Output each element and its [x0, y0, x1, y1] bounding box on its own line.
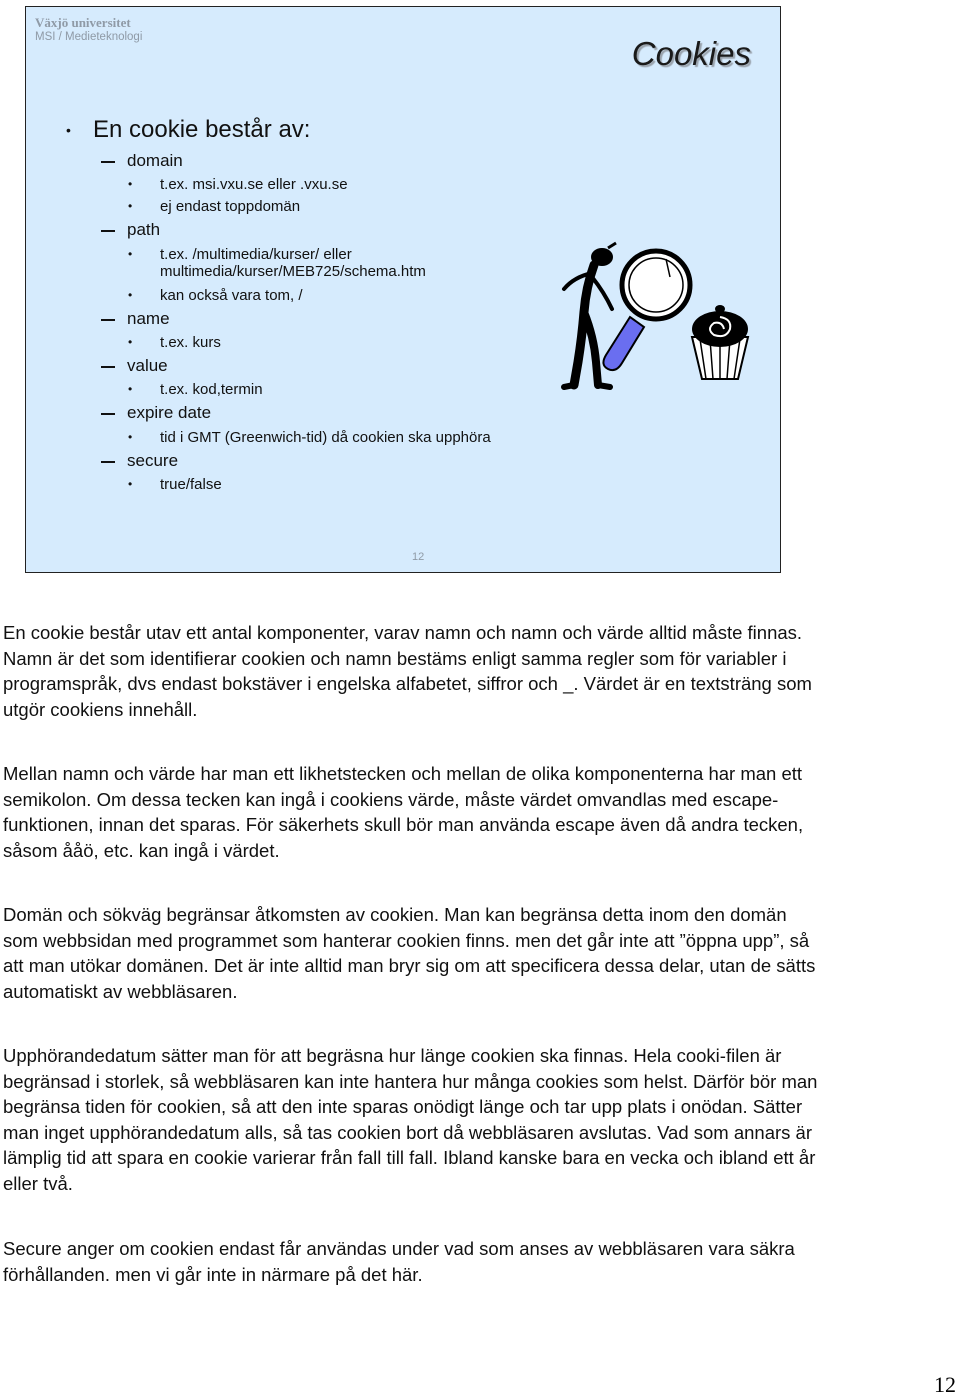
institution-name: Växjö universitet [35, 15, 131, 30]
paragraph-expire-date: Upphörandedatum sätter man för att begräsna hur länge cookien ska finnas. Hela cooki-filen är begränsad i storlek, så webbläsaren kan inte hantera hur många cookies som helst. Därför bör man begränsa tiden för cookien, så att den inte sparas onödigt länge och tar upp plats i onödan. Sätter man inget upphörandedatum alls, så tas cookien bort då webbläsaren avslutas. Vad som annars är lämplig tid att spara en cookie varierar från fall till fall. Ibland kanske bara en vecka och ibland ett år eller två. [3, 1045, 818, 1194]
bullet-icon: • [128, 247, 133, 261]
bullet-icon: • [128, 382, 133, 396]
component-label: secure [127, 451, 179, 470]
page-number: 12 [934, 1372, 956, 1397]
component-label: name [127, 309, 170, 328]
bullet-icon: • [128, 177, 133, 191]
component-label: expire date [127, 403, 212, 422]
component-item [101, 356, 168, 376]
bullet-icon: • [128, 335, 133, 349]
component-label: value [127, 356, 168, 375]
paragraph-domain-path: Domän och sökväg begränsar åtkomsten av cookien. Man kan begränsa detta inom den domän som webbsidan med programmet som hanterar cookien finns. men det går inte att ”öppna upp”, så att man utökar domänen. Det är inte alltid man bryr sig om att specificera dessa delar, utan de sätts automatiskt av webbläsaren. [3, 904, 816, 1002]
bullet-icon: • [66, 122, 71, 138]
bullet-icon: • [128, 477, 133, 491]
bullet-icon: • [128, 288, 133, 302]
magnifying-glass-icon [603, 251, 690, 370]
slide: Växjö universitet MSI / Medieteknologi Cookies • En cookie består av: domain • t.ex. msi.vxu.se eller .vxu.se • ej endast toppdomän path • t.ex. /multimedia/kurser/ eller multimedia/kurser/MEB725/schema.htm • kan också vara tom, / name • t.ex. kurs value • t.ex. kod,termin expire date • tid i GMT (Greenwich-tid) då cookien ska upphöra secure • true/false 12 [25, 6, 781, 573]
detective-cupcake-clipart [534, 237, 754, 397]
component-item [101, 403, 211, 423]
component-item [101, 309, 170, 329]
bullet-icon: • [128, 199, 133, 213]
slide-number: 12 [412, 551, 425, 563]
bullet-icon: • [128, 430, 133, 444]
component-label: domain [127, 151, 183, 170]
slide-heading-text: En cookie består av: [93, 116, 311, 143]
component-label: path [127, 220, 161, 239]
component-item [101, 220, 160, 240]
paragraph-separators: Mellan namn och värde har man ett likhetstecken och mellan de olika komponenterna har man ett semikolon. Om dessa tecken kan ingå i cookiens värde, måste värdet omvandlas med escape-funktionen, innan det sparas. För säkerhets skull bör man använda escape även då andra tecken, såsom ååö, etc. kan ingå i värdet. [3, 763, 804, 861]
component-item [101, 451, 178, 471]
paragraph-components: En cookie består utav ett antal komponenter, varav namn och namn och värde alltid måste finnas. Namn är det som identifierar cookien och namn bestäms enligt samma regler som för variabler i programspråk, dvs endast bokstäver i engelska alfabetet, siffror och _. Värdet är en textsträng som utgör cookiens innehåll. [3, 622, 812, 720]
slide-title: Cookies [631, 35, 751, 72]
cupcake-icon [692, 305, 748, 379]
institution-header [35, 16, 142, 44]
paragraph-secure: Secure anger om cookien endast får användas under vad som anses av webbläsaren vara säkra förhållanden. men vi går inte in närmare på det här. [3, 1238, 795, 1285]
department-name: MSI / Medieteknologi [35, 30, 143, 43]
component-item [101, 151, 183, 171]
